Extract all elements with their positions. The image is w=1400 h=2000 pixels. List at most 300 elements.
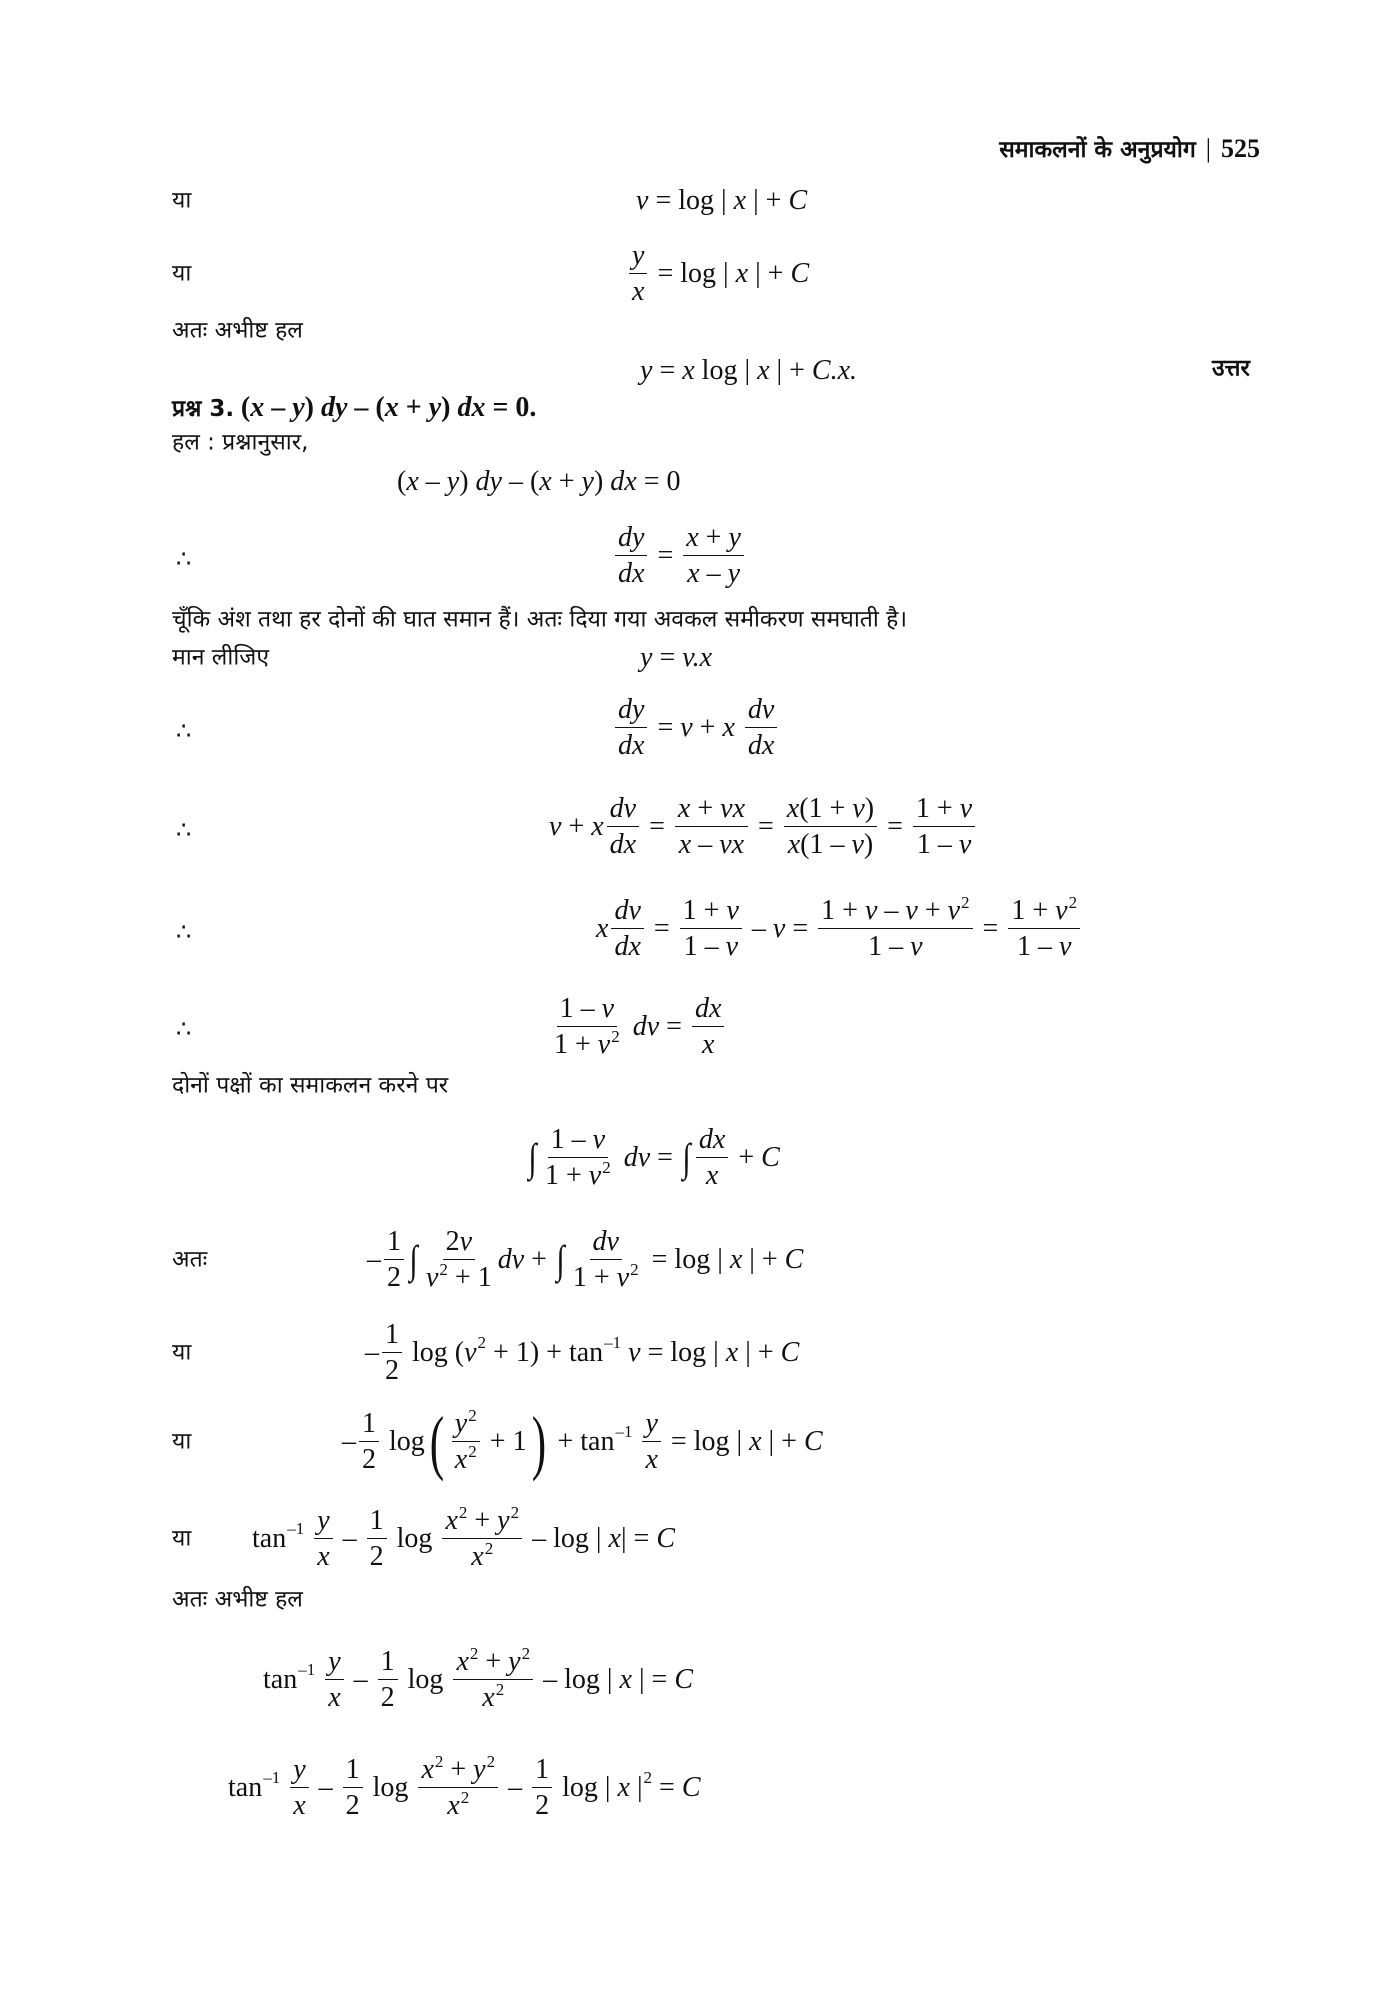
math-text: log | [694, 355, 758, 386]
math-text: + [917, 895, 948, 926]
fraction [542, 1126, 614, 1190]
superscript: 2 [643, 1767, 653, 1787]
math-variable: dy [320, 392, 348, 423]
math-text: = 0. [485, 392, 537, 423]
math-variable: x [725, 1337, 739, 1368]
math-variable: y [454, 1408, 468, 1439]
fraction [784, 795, 877, 859]
math-variable: y [328, 1646, 341, 1677]
equation-10 [548, 995, 727, 1059]
fraction [442, 1503, 522, 1572]
equation-6 [640, 644, 712, 672]
math-text: 1 [385, 1319, 399, 1350]
superscript: 2 [510, 1503, 520, 1522]
label-ya: या [172, 1525, 192, 1552]
math-text: 1 + [554, 1029, 598, 1060]
running-header [999, 132, 1260, 164]
math-text: = [650, 1142, 680, 1173]
math-text: 1 – [550, 1124, 593, 1155]
question-equation [241, 394, 537, 422]
math-text: | + [761, 1426, 804, 1457]
math-variable: x [293, 1790, 306, 1821]
math-variable: x [682, 355, 695, 386]
equation-13 [365, 1321, 799, 1385]
fraction [423, 1228, 495, 1292]
math-variable: x [722, 712, 735, 743]
math-text: tan [252, 1523, 287, 1554]
equation-8 [549, 795, 978, 859]
numerator [615, 696, 647, 728]
equation-16 [263, 1644, 694, 1713]
math-text: + [561, 811, 592, 842]
label-ya: या [172, 1428, 192, 1455]
numerator [611, 897, 643, 929]
numerator [615, 524, 647, 556]
math-variable: dv [609, 793, 637, 824]
math-text: + [443, 1754, 474, 1785]
numerator [642, 1410, 660, 1442]
fraction [615, 524, 647, 588]
math-text: ) [593, 466, 611, 497]
equation-17 [228, 1752, 701, 1821]
therefore-symbol: ∴ [176, 1017, 192, 1043]
fraction [607, 795, 639, 859]
math-text: log | [555, 1772, 618, 1803]
math-text: (1 – [800, 829, 852, 860]
math-text: + 1 [447, 1262, 492, 1293]
math-variable: dx [610, 466, 637, 497]
denominator [423, 1260, 495, 1292]
numerator [590, 1228, 622, 1260]
fraction [452, 1406, 480, 1475]
math-text: + [551, 466, 582, 497]
math-text: – [877, 895, 906, 926]
integral-sign: ∫ [409, 1237, 418, 1282]
math-text: – [744, 913, 773, 944]
math-text: – [501, 1772, 530, 1803]
math-variable: C [784, 1244, 804, 1275]
math-variable: y [581, 466, 594, 497]
equation-4 [397, 468, 681, 496]
fraction [367, 1507, 387, 1571]
math-variable: v [958, 829, 972, 860]
therefore-symbol: ∴ [176, 920, 192, 946]
label-maan-lijiye: मान लीजिए [172, 644, 270, 671]
math-text: – [699, 558, 728, 589]
math-variable: dy [475, 466, 502, 497]
math-variable: dv [497, 1244, 525, 1275]
math-variable: dx [698, 1124, 726, 1155]
math-variable: x [632, 276, 645, 307]
right-paren: ) [531, 1402, 546, 1482]
numerator [745, 696, 777, 728]
math-text [735, 714, 742, 742]
solution-label: हल : प्रश्नानुसार, [172, 429, 309, 456]
math-text: 1 [362, 1408, 376, 1439]
equation-7 [612, 696, 780, 760]
numerator [913, 795, 975, 827]
fraction [1008, 893, 1080, 962]
question-label: प्रश्न 3. [172, 396, 235, 422]
math-text: + [467, 1505, 498, 1536]
denominator [629, 274, 647, 306]
numerator [818, 893, 972, 929]
math-text: – [311, 1772, 340, 1803]
numerator [557, 995, 617, 1027]
math-variable: C [790, 258, 810, 289]
math-text [632, 1428, 639, 1456]
math-text: = [650, 712, 681, 743]
denominator [611, 929, 643, 961]
denominator [479, 1680, 507, 1712]
superscript: 2 [602, 1158, 611, 1177]
superscript: 2 [468, 1442, 477, 1461]
math-text: + [698, 522, 729, 553]
math-variable: dy [618, 522, 645, 553]
fraction [325, 1648, 343, 1712]
math-variable: x [729, 1244, 743, 1275]
fraction [913, 795, 975, 859]
math-text: 1 + [821, 895, 865, 926]
math-text: = [652, 355, 683, 386]
label-ya: या [172, 1339, 192, 1366]
math-text: log ( [405, 1337, 465, 1368]
parenthesized-group [425, 1402, 551, 1482]
math-variable: y [497, 1505, 510, 1536]
denominator [684, 556, 743, 588]
math-text: + 1) + tan [486, 1337, 604, 1368]
math-text: – [264, 392, 293, 423]
fraction [692, 995, 724, 1059]
superscript: 2 [495, 1680, 505, 1699]
numerator [290, 1756, 308, 1788]
math-text: 1 [345, 1754, 360, 1785]
superscript: 2 [486, 1752, 496, 1771]
math-text: – [346, 1664, 375, 1695]
math-variable: v [851, 829, 864, 860]
superscript: 2 [1068, 893, 1078, 912]
math-variable: x [705, 1160, 719, 1191]
integral-sign: ∫ [528, 1135, 537, 1180]
fraction [382, 1321, 402, 1385]
math-variable: v [459, 1226, 473, 1257]
math-text: = [642, 811, 672, 842]
math-text: = log | [650, 258, 736, 289]
math-variable: v [852, 793, 865, 824]
math-variable: v [628, 1337, 641, 1368]
math-text: 1 – [916, 829, 959, 860]
math-variable: v [680, 712, 693, 743]
denominator [314, 1539, 332, 1571]
math-text: = log | [648, 185, 734, 216]
math-text: = 0 [636, 466, 681, 497]
denominator [444, 1788, 472, 1820]
denominator [359, 1442, 379, 1474]
math-variable: x [591, 811, 604, 842]
math-text: – [691, 829, 720, 860]
page-number: 525 [1221, 134, 1260, 163]
math-variable: v [588, 1160, 602, 1191]
math-variable: v [725, 931, 738, 962]
fraction [642, 1410, 660, 1474]
math-variable: dv [592, 1226, 619, 1257]
math-variable: C [656, 1523, 676, 1554]
math-text: tan [228, 1772, 263, 1803]
math-variable: C [788, 185, 808, 216]
math-text: 1 – [559, 993, 602, 1024]
denominator [384, 1260, 404, 1292]
math-text: = [785, 913, 816, 944]
fraction [683, 524, 744, 588]
denominator [343, 1788, 363, 1820]
therefore-symbol: ∴ [176, 818, 192, 844]
math-text [617, 1144, 624, 1172]
superscript: 2 [434, 1752, 444, 1771]
math-text: = [650, 540, 681, 571]
math-text: 2 [345, 1790, 360, 1821]
math-variable: x [617, 1772, 630, 1803]
fraction [453, 1644, 533, 1713]
denominator [607, 827, 639, 859]
fraction [551, 995, 623, 1059]
math-variable: y [640, 355, 653, 386]
math-text: – [367, 1244, 381, 1275]
math-variable: C.x. [811, 355, 858, 386]
math-text: – log | [525, 1523, 609, 1554]
math-text: | [629, 1772, 643, 1803]
math-text [304, 1525, 311, 1553]
fraction [314, 1507, 332, 1571]
math-variable: x [645, 1444, 658, 1475]
equation-2 [626, 242, 809, 306]
math-text: ) [864, 793, 875, 824]
math-variable: x [687, 558, 700, 589]
math-variable: x [317, 1541, 330, 1572]
math-variable: x [539, 466, 552, 497]
equation-14 [342, 1402, 823, 1482]
math-variable: y [508, 1646, 521, 1677]
math-variable: v [549, 811, 562, 842]
equation-9 [596, 893, 1083, 962]
denominator [367, 1539, 387, 1571]
math-variable: v [425, 1262, 439, 1293]
math-text: tan [263, 1664, 298, 1695]
math-text: | + [742, 1244, 785, 1275]
equation-3 [640, 357, 857, 385]
numerator [675, 795, 748, 827]
fraction [418, 1752, 498, 1821]
math-variable: v [592, 1124, 606, 1155]
math-text [621, 1339, 628, 1367]
denominator [676, 827, 747, 859]
therefore-symbol: ∴ [176, 547, 192, 573]
math-text: + [731, 1142, 762, 1173]
math-text: 2 [362, 1444, 376, 1475]
math-variable: C [681, 1772, 701, 1803]
numerator [325, 1648, 343, 1680]
math-variable: dx [609, 829, 637, 860]
math-text: 1 [387, 1226, 401, 1257]
math-variable: x [677, 793, 691, 824]
math-variable: v [772, 913, 786, 944]
chapter-title: समाकलनों के अनुप्रयोग [999, 137, 1196, 163]
math-text: + tan [550, 1426, 615, 1457]
math-variable: x [454, 1444, 468, 1475]
superscript: –1 [604, 1332, 622, 1352]
numerator [378, 1648, 398, 1680]
denominator [570, 1260, 642, 1292]
math-text: | = [620, 1523, 657, 1554]
numerator [532, 1756, 552, 1788]
denominator [745, 728, 777, 760]
math-text: + 1 [482, 1426, 527, 1457]
numerator [1008, 893, 1080, 929]
math-variable: x [406, 466, 419, 497]
numerator [343, 1756, 363, 1788]
math-text: log [400, 1664, 451, 1695]
denominator [785, 827, 877, 859]
math-text: 1 + [1011, 895, 1056, 926]
math-variable: v [864, 895, 878, 926]
math-text [315, 1666, 322, 1694]
numerator [314, 1507, 332, 1539]
math-text: – [418, 466, 447, 497]
math-text: – [365, 1337, 379, 1368]
math-variable: y [632, 240, 645, 271]
math-text: + [478, 1646, 509, 1677]
numerator [548, 1126, 608, 1158]
numerator [607, 795, 639, 827]
denominator [551, 1027, 623, 1059]
numerator [683, 524, 744, 556]
math-text: log [365, 1772, 416, 1803]
fraction [532, 1756, 552, 1820]
denominator [642, 1442, 660, 1474]
superscript: 2 [484, 1539, 494, 1558]
answer-label: उत्तर [1212, 355, 1250, 382]
numerator [442, 1503, 522, 1539]
math-text: | = [631, 1664, 675, 1695]
paren-content [449, 1406, 527, 1475]
math-variable: x [445, 1505, 458, 1536]
math-variable: x [749, 1426, 762, 1457]
fraction [615, 696, 647, 760]
math-variable: x [735, 258, 749, 289]
math-variable: y [727, 558, 740, 589]
math-text: = log | [663, 1426, 750, 1457]
numerator [418, 1752, 498, 1788]
math-text: | + [746, 185, 789, 216]
equation-15 [252, 1503, 676, 1572]
superscript: –1 [298, 1659, 316, 1679]
math-text: + [692, 712, 723, 743]
label-atah-abhisht-hal: अतः अभीष्ट हल [172, 317, 303, 344]
math-text: ) [441, 392, 458, 423]
math-text: 1 – [868, 931, 911, 962]
numerator [384, 1228, 404, 1260]
math-variable: vx [719, 829, 745, 860]
math-variable: v [616, 1262, 630, 1293]
math-variable: v [1055, 895, 1068, 926]
math-variable: x [328, 1682, 341, 1713]
math-variable: x [421, 1754, 434, 1785]
math-variable: x [456, 1646, 469, 1677]
math-variable: x [701, 1029, 715, 1060]
math-text: 1 + [915, 793, 960, 824]
math-text: ) [304, 392, 321, 423]
math-variable: dv [623, 1142, 651, 1173]
math-text: ) [863, 829, 874, 860]
math-variable: v [636, 185, 649, 216]
math-text: | + [738, 1337, 781, 1368]
math-text: ( [240, 392, 251, 423]
label-atah-abhisht-hal: अतः अभीष्ट हल [172, 1586, 303, 1613]
math-variable: dx [618, 558, 645, 589]
math-text [280, 1774, 287, 1802]
integral-sign: ∫ [556, 1237, 565, 1282]
numerator [629, 242, 647, 274]
superscript: 2 [630, 1260, 639, 1279]
math-text: 2 [387, 1262, 401, 1293]
superscript: 2 [521, 1644, 531, 1663]
math-variable: y [728, 522, 741, 553]
math-variable: x [608, 1523, 621, 1554]
denominator [325, 1680, 343, 1712]
math-variable: dx [694, 993, 722, 1024]
math-text: 1 [369, 1505, 384, 1536]
math-variable: dv [632, 1011, 660, 1042]
math-variable: dv [614, 895, 641, 926]
math-variable: C [780, 1337, 800, 1368]
math-text: 2 [385, 1355, 399, 1386]
denominator [699, 1027, 717, 1059]
fraction [359, 1410, 379, 1474]
superscript: –1 [263, 1767, 281, 1787]
fraction [343, 1756, 363, 1820]
label-ya: या [172, 260, 192, 287]
math-text: – [335, 1523, 364, 1554]
denominator [378, 1680, 398, 1712]
math-variable: C [674, 1664, 694, 1695]
numerator [680, 897, 742, 929]
equation-12 [367, 1228, 803, 1292]
math-variable: v [1058, 931, 1072, 962]
math-variable: y [473, 1754, 486, 1785]
math-variable: v [905, 895, 918, 926]
math-variable: y [317, 1505, 330, 1536]
denominator [615, 556, 647, 588]
denominator [865, 929, 925, 961]
fraction [675, 795, 748, 859]
superscript: 2 [469, 1644, 479, 1663]
superscript: –1 [615, 1421, 633, 1441]
math-variable: x [678, 829, 692, 860]
numerator [453, 1644, 533, 1680]
therefore-symbol: ∴ [176, 719, 192, 745]
math-text: = [646, 913, 677, 944]
math-variable: dx [747, 730, 775, 761]
math-text: | + [769, 355, 812, 386]
question-3 [172, 394, 536, 422]
numerator [359, 1410, 379, 1442]
superscript: 2 [468, 1406, 477, 1425]
denominator [468, 1539, 496, 1571]
math-variable: vx [720, 793, 745, 824]
math-variable: y [428, 392, 442, 423]
fraction [745, 696, 777, 760]
equation-11 [526, 1126, 780, 1190]
math-text: 1 + [682, 895, 727, 926]
